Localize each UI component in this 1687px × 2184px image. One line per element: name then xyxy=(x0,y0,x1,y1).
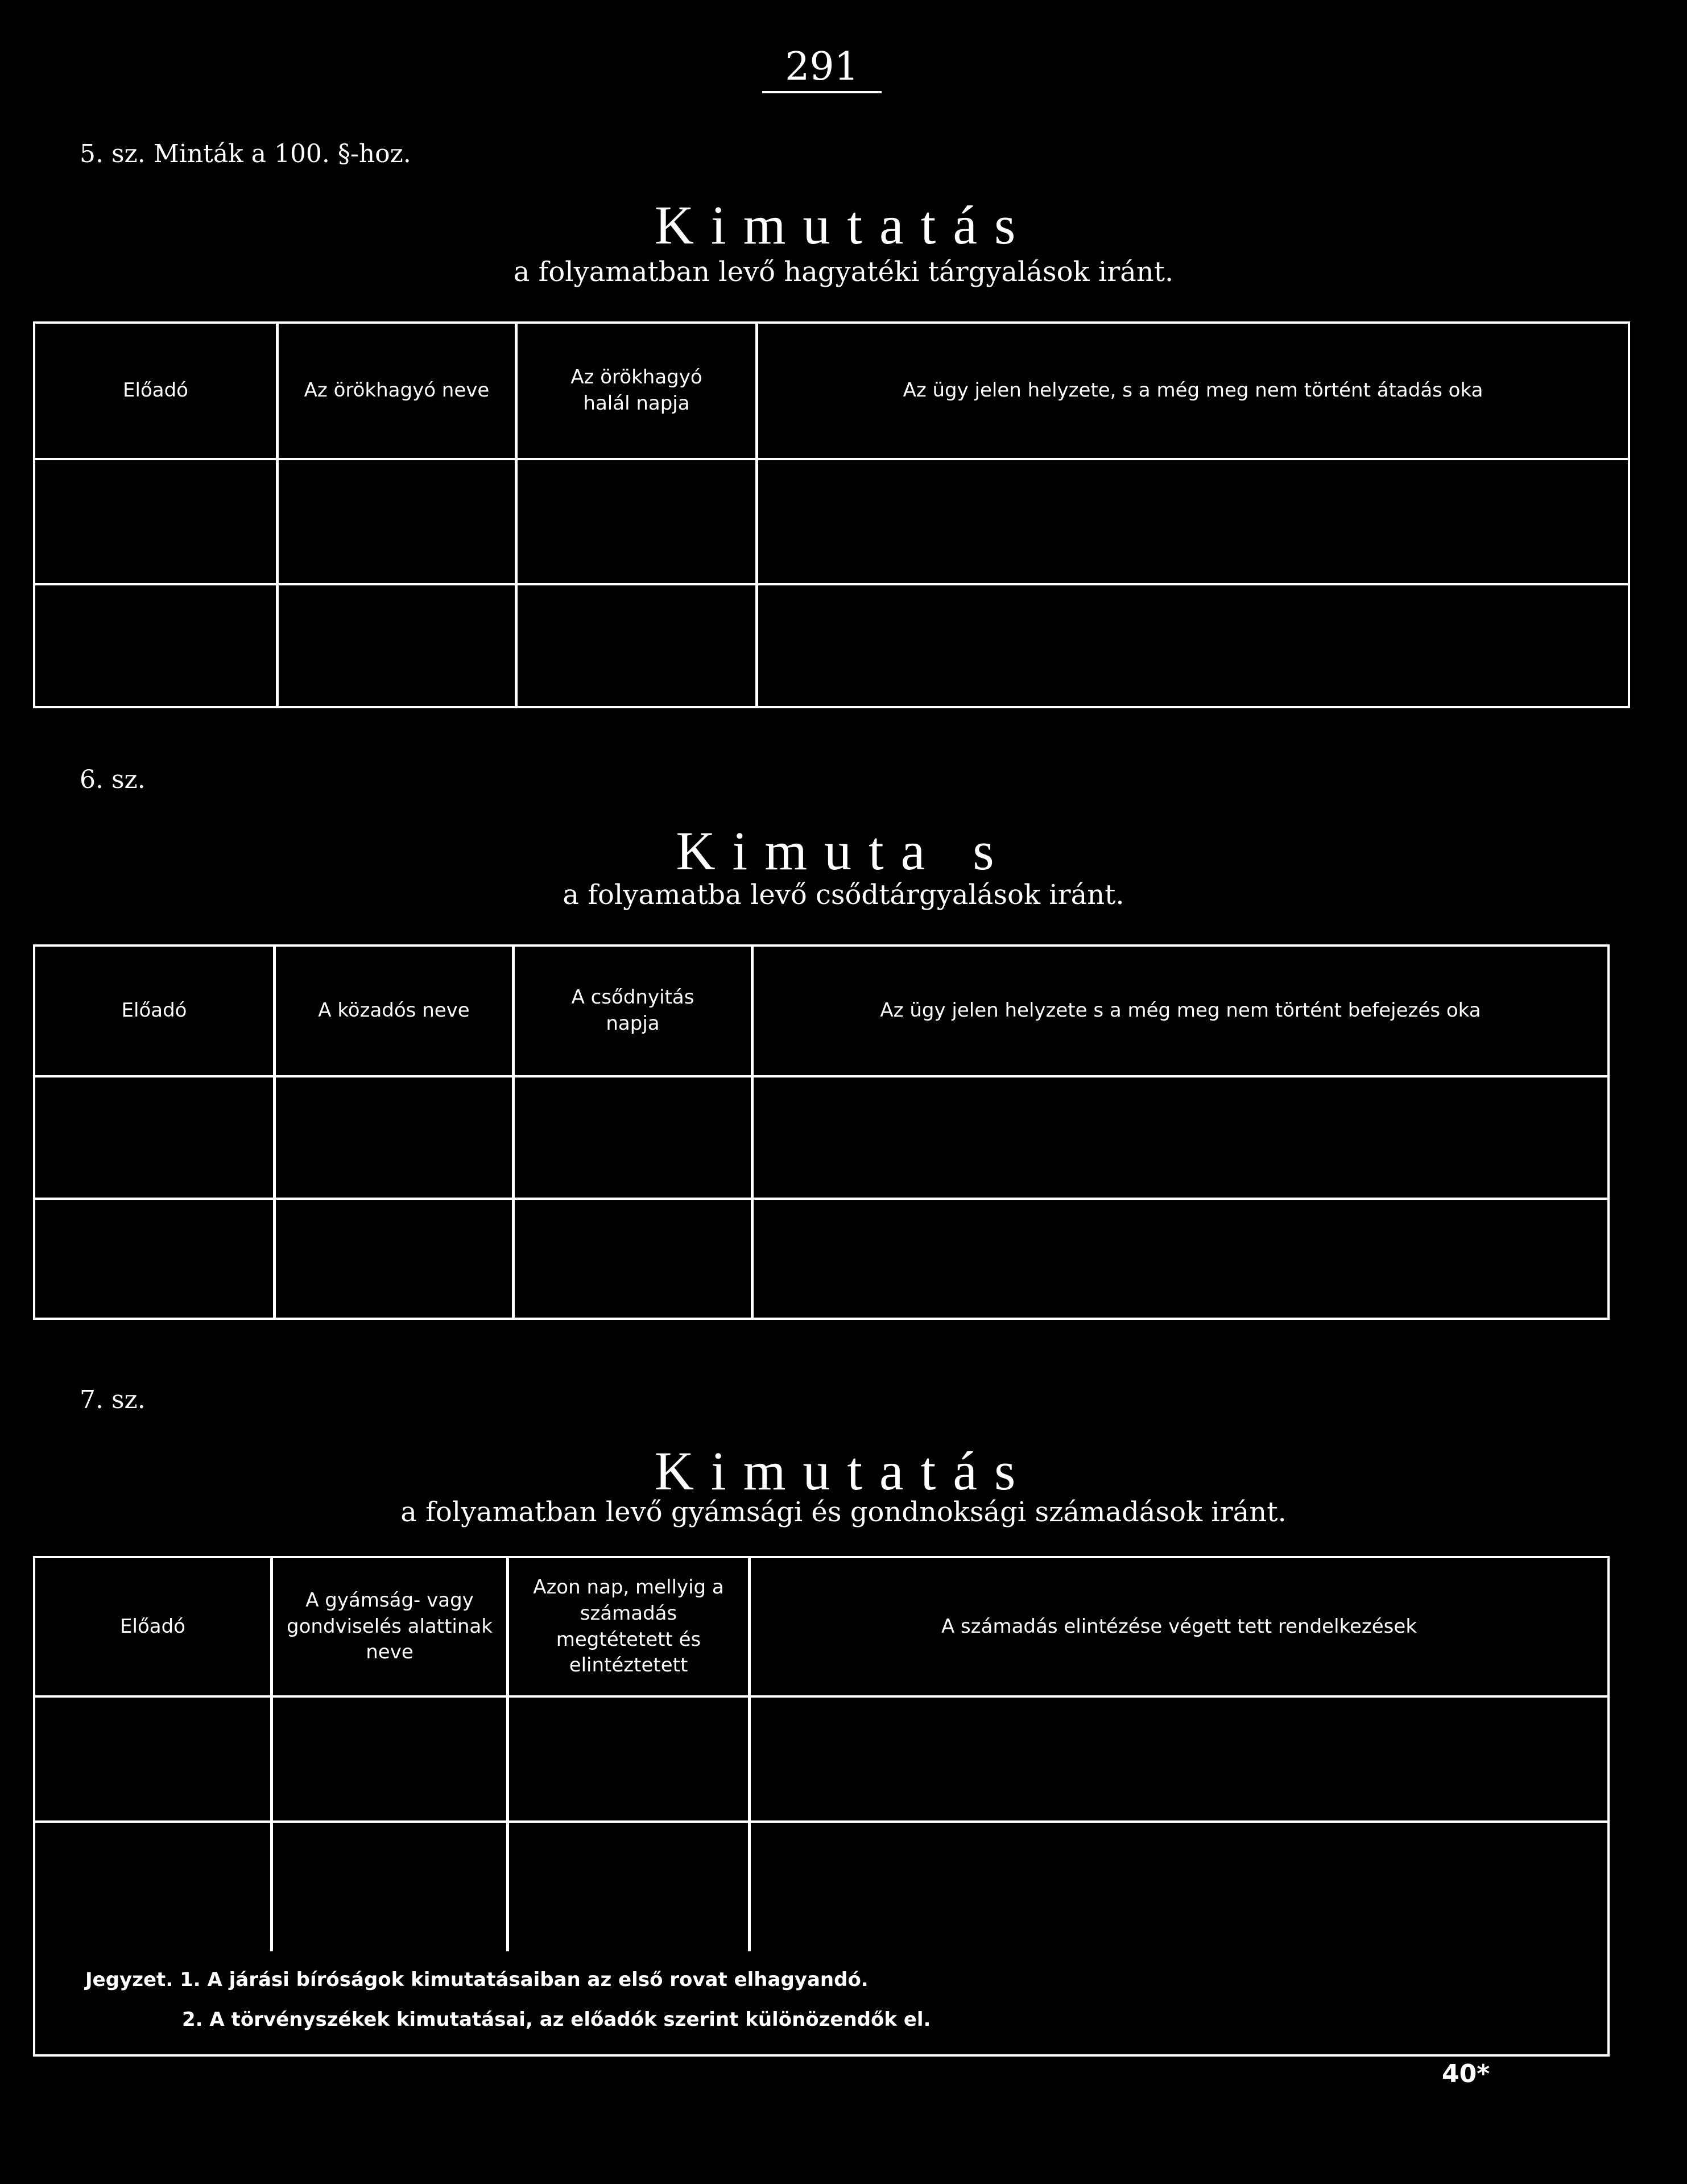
section-5-header-rule xyxy=(33,458,1630,460)
section-6-header-eloado: Előadó xyxy=(121,999,187,1022)
section-7-header-name: A gyámság- vagy gondviselés alattinak neve xyxy=(287,1588,493,1664)
section-5-row-rule xyxy=(33,583,1630,585)
section-6-title: Kimuta s xyxy=(676,820,1011,881)
note-1: Jegyzet. 1. A járási bíróságok kimutatásaiban az első rovat elhagyandó. xyxy=(85,1968,869,1991)
section-7-title: Kimutatás xyxy=(654,1440,1033,1501)
page-number: 291 xyxy=(785,44,859,89)
section-7-header-eloado: Előadó xyxy=(120,1615,185,1638)
section-5-subtitle: a folyamatban levő hagyatéki tárgyalások iránt. xyxy=(513,256,1174,288)
footer-signature-mark: 40* xyxy=(1442,2059,1490,2088)
section-6-header-status: Az ügy jelen helyzete s a még meg nem történt befejezés oka xyxy=(880,999,1481,1022)
section-5-title: Kimutatás xyxy=(654,195,1033,255)
section-7-row-rule xyxy=(33,1820,1610,1823)
section-7-subtitle: a folyamatban levő gyámsági és gondnoksági számadások iránt. xyxy=(400,1496,1287,1528)
section-6-header-date: A csődnyitás napja xyxy=(571,986,694,1035)
section-5-header-name: Az örökhagyó neve xyxy=(304,379,490,402)
section-7-label: 7. sz. xyxy=(80,1385,146,1414)
page-number-rule xyxy=(762,91,882,93)
section-6-header-rule xyxy=(33,1075,1610,1077)
section-5-header-eloado: Előadó xyxy=(123,379,188,402)
section-5-label: 5. sz. Minták a 100. §-hoz. xyxy=(80,139,411,168)
section-7-header-rule xyxy=(33,1695,1610,1698)
section-5-header-date: Az örökhagyó halál napja xyxy=(570,366,702,415)
section-7-header-actions: A számadás elintézése végett tett rendelkezések xyxy=(941,1615,1417,1638)
section-7-header-date: Azon nap, mellyig a számadás megtétetett és elintéztetett xyxy=(533,1575,724,1677)
section-6-label: 6. sz. xyxy=(80,765,146,794)
section-6-header-name: A közadós neve xyxy=(318,999,470,1022)
section-6-subtitle: a folyamatba levő csődtárgyalások iránt. xyxy=(563,879,1124,911)
section-5-header-status: Az ügy jelen helyzete, s a még meg nem történt átadás oka xyxy=(903,379,1483,402)
section-6-row-rule xyxy=(33,1198,1610,1200)
note-2: 2. A törvényszékek kimutatásai, az előadók szerint különözendők el. xyxy=(182,2008,931,2031)
